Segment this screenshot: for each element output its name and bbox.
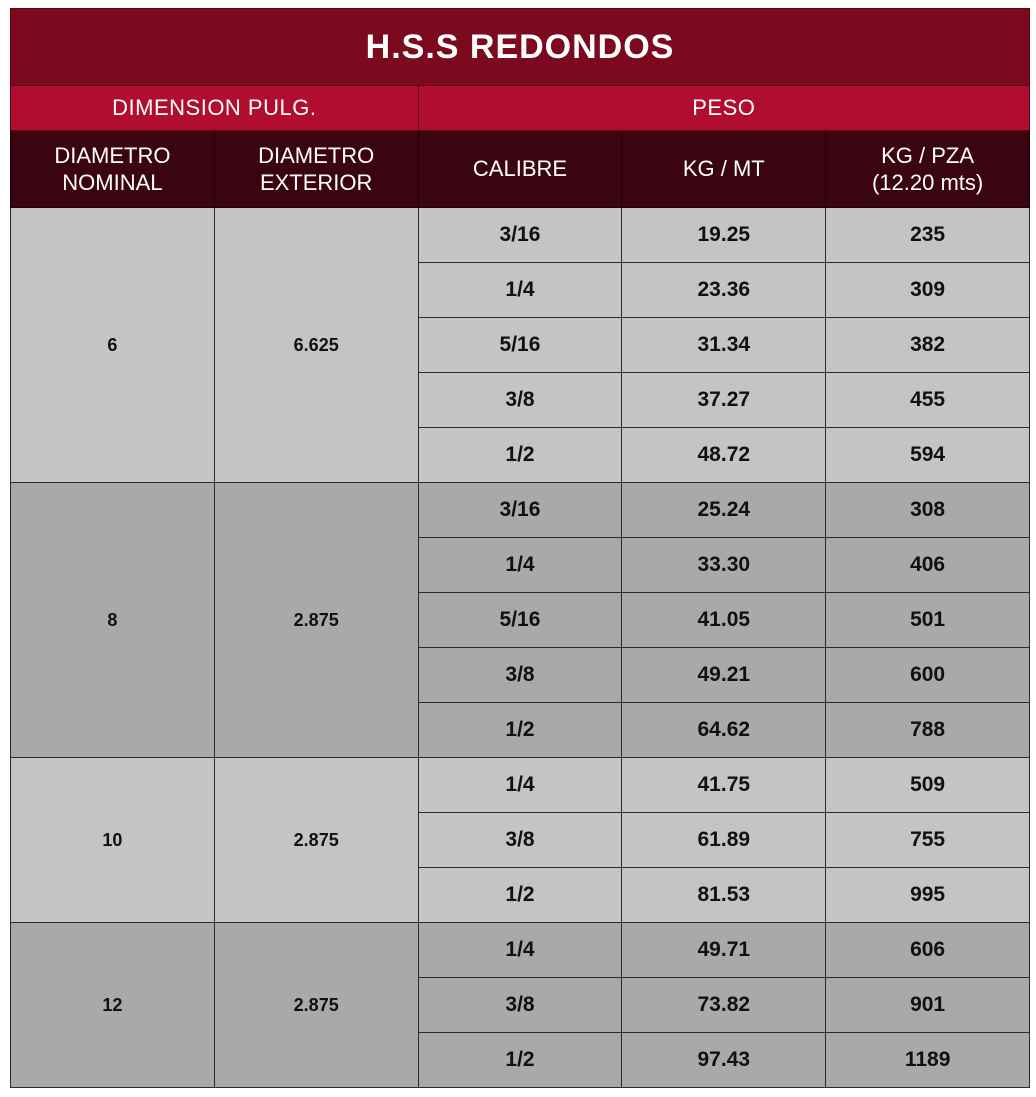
calibre-cell: 3/8 bbox=[418, 978, 622, 1033]
kg-mt-cell: 23.36 bbox=[622, 263, 826, 318]
calibre-cell: 1/4 bbox=[418, 263, 622, 318]
calibre-cell: 3/16 bbox=[418, 208, 622, 263]
kg-pza-cell: 501 bbox=[826, 593, 1030, 648]
table-row bbox=[11, 483, 1030, 538]
kg-mt-cell: 81.53 bbox=[622, 868, 826, 923]
calibre-cell: 1/2 bbox=[418, 1033, 622, 1088]
nominal-cell: 12 bbox=[11, 923, 215, 1088]
calibre-cell: 1/4 bbox=[418, 758, 622, 813]
row-group-8 bbox=[11, 483, 1030, 758]
group-header-dimension: DIMENSION PULG. bbox=[11, 86, 419, 131]
kg-mt-cell: 61.89 bbox=[622, 813, 826, 868]
nominal-cell: 10 bbox=[11, 758, 215, 923]
kg-mt-cell: 41.05 bbox=[622, 593, 826, 648]
kg-mt-cell: 33.30 bbox=[622, 538, 826, 593]
column-header-nominal-line1: DIAMETRO bbox=[54, 142, 171, 168]
kg-pza-cell: 308 bbox=[826, 483, 1030, 538]
kg-pza-cell: 509 bbox=[826, 758, 1030, 813]
kg-pza-cell: 995 bbox=[826, 868, 1030, 923]
kg-mt-cell: 19.25 bbox=[622, 208, 826, 263]
table-row bbox=[11, 758, 1030, 813]
kg-mt-cell: 49.21 bbox=[622, 648, 826, 703]
title-row bbox=[11, 9, 1030, 86]
table-row bbox=[11, 923, 1030, 978]
kg-mt-cell: 73.82 bbox=[622, 978, 826, 1033]
column-header-kg-pza-line2: (12.20 mts) bbox=[871, 170, 984, 195]
kg-pza-cell: 1189 bbox=[826, 1033, 1030, 1088]
kg-mt-cell: 48.72 bbox=[622, 428, 826, 483]
nominal-cell: 8 bbox=[11, 483, 215, 758]
kg-pza-cell: 606 bbox=[826, 923, 1030, 978]
calibre-cell: 1/4 bbox=[418, 923, 622, 978]
calibre-cell: 3/16 bbox=[418, 483, 622, 538]
row-group-6 bbox=[11, 208, 1030, 483]
row-group-10 bbox=[11, 758, 1030, 923]
column-header-nominal bbox=[11, 131, 215, 208]
calibre-cell: 5/16 bbox=[418, 593, 622, 648]
exterior-cell: 2.875 bbox=[214, 923, 418, 1088]
group-header-peso: PESO bbox=[418, 86, 1029, 131]
exterior-cell: 6.625 bbox=[214, 208, 418, 483]
calibre-cell: 5/16 bbox=[418, 318, 622, 373]
kg-mt-cell: 37.27 bbox=[622, 373, 826, 428]
exterior-cell: 2.875 bbox=[214, 758, 418, 923]
exterior-cell: 2.875 bbox=[214, 483, 418, 758]
column-header-exterior bbox=[214, 131, 418, 208]
column-header-kg-mt: KG / MT bbox=[622, 131, 826, 208]
column-header-row bbox=[11, 131, 1030, 208]
kg-pza-cell: 309 bbox=[826, 263, 1030, 318]
kg-mt-cell: 41.75 bbox=[622, 758, 826, 813]
row-group-12 bbox=[11, 923, 1030, 1088]
kg-mt-cell: 64.62 bbox=[622, 703, 826, 758]
calibre-cell: 1/2 bbox=[418, 428, 622, 483]
column-header-kg-pza-line1: KG / PZA bbox=[881, 142, 975, 168]
calibre-cell: 1/2 bbox=[418, 703, 622, 758]
table-title: H.S.S REDONDOS bbox=[11, 9, 1030, 86]
calibre-cell: 1/4 bbox=[418, 538, 622, 593]
nominal-cell: 6 bbox=[11, 208, 215, 483]
column-header-nominal-line2: NOMINAL bbox=[62, 170, 163, 195]
kg-mt-cell: 49.71 bbox=[622, 923, 826, 978]
column-header-calibre: CALIBRE bbox=[418, 131, 622, 208]
kg-pza-cell: 235 bbox=[826, 208, 1030, 263]
kg-pza-cell: 594 bbox=[826, 428, 1030, 483]
kg-mt-cell: 97.43 bbox=[622, 1033, 826, 1088]
kg-pza-cell: 600 bbox=[826, 648, 1030, 703]
kg-pza-cell: 406 bbox=[826, 538, 1030, 593]
table-row bbox=[11, 208, 1030, 263]
kg-pza-cell: 455 bbox=[826, 373, 1030, 428]
calibre-cell: 3/8 bbox=[418, 813, 622, 868]
kg-pza-cell: 901 bbox=[826, 978, 1030, 1033]
calibre-cell: 3/8 bbox=[418, 373, 622, 428]
group-header-row bbox=[11, 86, 1030, 131]
column-header-kg-pza bbox=[826, 131, 1030, 208]
calibre-cell: 3/8 bbox=[418, 648, 622, 703]
hss-table-frame bbox=[10, 8, 1030, 1088]
hss-redondos-table bbox=[10, 8, 1030, 1088]
kg-pza-cell: 382 bbox=[826, 318, 1030, 373]
column-header-exterior-line2: EXTERIOR bbox=[259, 170, 373, 195]
kg-mt-cell: 25.24 bbox=[622, 483, 826, 538]
kg-mt-cell: 31.34 bbox=[622, 318, 826, 373]
kg-pza-cell: 755 bbox=[826, 813, 1030, 868]
kg-pza-cell: 788 bbox=[826, 703, 1030, 758]
column-header-exterior-line1: DIAMETRO bbox=[258, 142, 375, 168]
calibre-cell: 1/2 bbox=[418, 868, 622, 923]
